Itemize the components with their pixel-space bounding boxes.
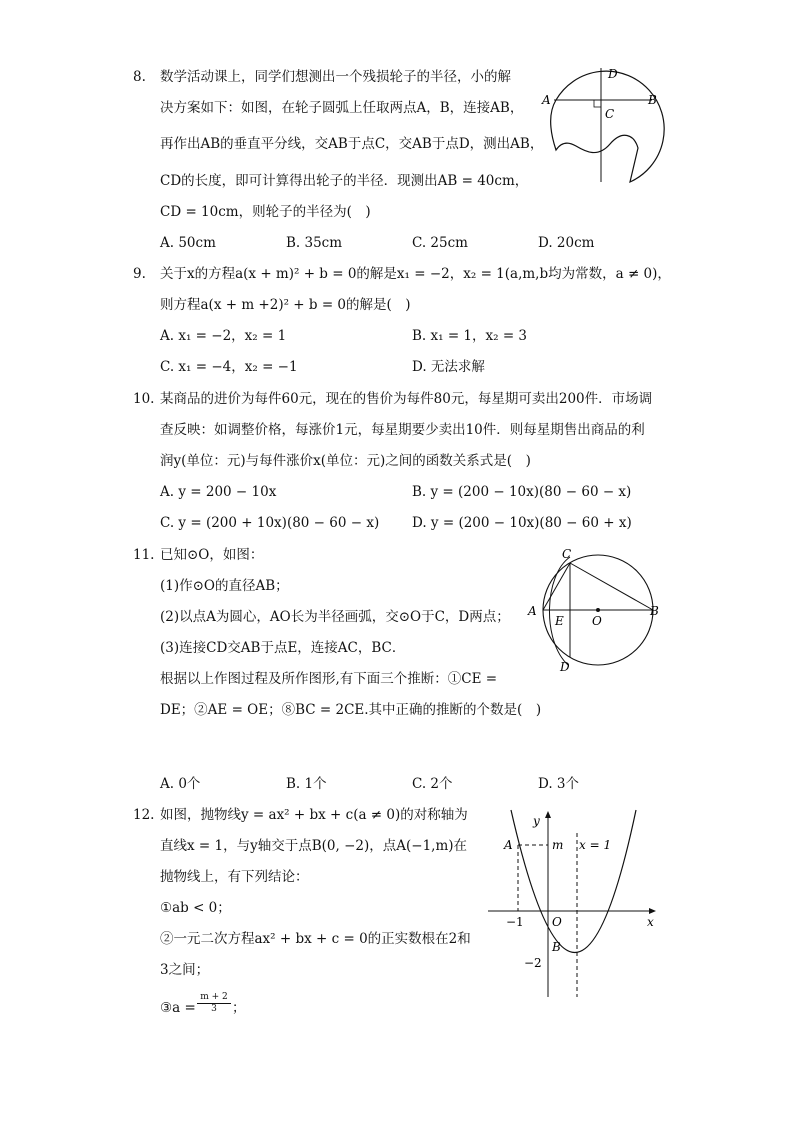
label-a: A xyxy=(504,838,513,852)
question-text: 根据以上作图过程及所作图形,有下面三个推断：①CE = xyxy=(160,671,498,687)
option-a[interactable]: A. x₁ = −2，x₂ = 1 xyxy=(160,328,287,344)
segment-ac xyxy=(543,563,570,610)
option-d[interactable]: D. 20cm xyxy=(538,235,595,251)
question-text: 3之间； xyxy=(160,962,210,978)
parabola-curve xyxy=(511,810,636,953)
question-text: 关于x的方程a(x + m)² + b = 0的解是x₁ = −2，x₂ = 1(a,m,b均为常数，a ≠ 0)， xyxy=(160,266,671,282)
label-b: B xyxy=(552,940,561,954)
option-c[interactable]: C. y = (200 + 10x)(80 − 60 − x) xyxy=(160,515,380,531)
option-b[interactable]: B. x₁ = 1，x₂ = 3 xyxy=(412,328,528,344)
circle-construction-figure xyxy=(522,545,668,677)
label-m: m xyxy=(552,838,564,852)
label-x-axis: x xyxy=(647,915,654,929)
question-text: (3)连接CD交AB于点E，连接AC，BC． xyxy=(160,640,406,656)
question-number: 9. xyxy=(133,266,146,282)
option-d[interactable]: D. 3个 xyxy=(538,776,580,792)
question-text: 直线x = 1，与y轴交于点B(0, −2)，点A(−1,m)在 xyxy=(160,838,468,854)
label-c: C xyxy=(605,107,615,121)
label-origin: O xyxy=(552,915,562,929)
question-text: CD = 10cm，则轮子的半径为( ) xyxy=(160,204,371,220)
question-text: ②一元二次方程ax² + bx + c = 0的正实数根在2和 xyxy=(160,931,471,947)
option-d[interactable]: D. y = (200 − 10x)(80 − 60 + x) xyxy=(412,515,632,531)
question-text: ③a = xyxy=(160,1000,196,1016)
question-text: 查反映：如调整价格，每涨价1元，每星期要少卖出10件．则每星期售出商品的利 xyxy=(160,422,645,438)
option-b[interactable]: B. 1个 xyxy=(286,776,327,792)
option-b[interactable]: B. 35cm xyxy=(286,235,343,251)
question-text: 已知⊙O，如图： xyxy=(160,547,264,563)
question-text: ①ab < 0； xyxy=(160,900,231,916)
question-text: 则方程a(x + m +2)² + b = 0的解是( ) xyxy=(160,297,411,313)
option-b[interactable]: B. y = (200 − 10x)(80 − 60 − x) xyxy=(412,484,632,500)
segment-bc xyxy=(570,563,653,610)
fraction xyxy=(197,992,231,1015)
question-number: 8. xyxy=(133,69,146,85)
option-a[interactable]: A. 50cm xyxy=(160,235,216,251)
wheel-outline xyxy=(551,71,664,182)
question-text: (2)以点A为圆心，AO长为半径画弧，交⊙O于C，D两点； xyxy=(160,609,510,625)
question-text: 再作出AB的垂直平分线，交AB于点C，交AB于点D，测出AB， xyxy=(160,136,544,152)
label-a: A xyxy=(528,604,537,618)
question-text: DE；②AE = OE；⑧BC = 2CE.其中正确的推断的个数是( ) xyxy=(160,702,542,718)
label-y-axis: y xyxy=(533,814,540,828)
y-axis-arrow xyxy=(545,811,551,818)
option-d[interactable]: D. 无法求解 xyxy=(412,359,485,375)
question-number: 11. xyxy=(133,547,155,563)
fraction-numerator: m + 2 xyxy=(197,992,231,1004)
right-angle-mark xyxy=(594,100,601,107)
option-c[interactable]: C. 2个 xyxy=(412,776,453,792)
x-axis-arrow xyxy=(649,908,656,914)
question-number: 12. xyxy=(133,807,155,823)
question-text: 润y(单位：元)与每件涨价x(单位：元)之间的函数关系式是( ) xyxy=(160,453,531,469)
label-b: B xyxy=(650,604,659,618)
question-text: 数学活动课上，同学们想测出一个残损轮子的半径，小的解 xyxy=(160,69,511,85)
option-a[interactable]: A. 0个 xyxy=(160,776,201,792)
label-minus-one: −1 xyxy=(506,915,524,929)
question-number: 10. xyxy=(133,391,155,407)
fraction-denominator: 3 xyxy=(211,1004,217,1014)
label-b: B xyxy=(648,93,657,107)
question-text: 抛物线上，有下列结论： xyxy=(160,869,309,885)
label-d: D xyxy=(560,660,570,674)
option-c[interactable]: C. x₁ = −4，x₂ = −1 xyxy=(160,359,298,375)
question-text: 如图，抛物线y = ax² + bx + c(a ≠ 0)的对称轴为 xyxy=(160,807,468,823)
question-text: 决方案如下：如图，在轮子圆弧上任取两点A，B，连接AB， xyxy=(160,100,524,116)
label-e: E xyxy=(555,614,564,628)
label-minus-two: −2 xyxy=(524,956,542,970)
broken-wheel-figure xyxy=(536,62,666,192)
parabola-figure xyxy=(486,805,662,1003)
label-o: O xyxy=(592,614,602,628)
option-a[interactable]: A. y = 200 − 10x xyxy=(160,484,277,500)
fraction-tail: ； xyxy=(232,1000,246,1016)
question-text: (1)作⊙O的直径AB； xyxy=(160,578,289,594)
label-d: D xyxy=(608,67,618,81)
label-x-equals-1: x = 1 xyxy=(579,838,612,852)
label-c: C xyxy=(562,547,572,561)
question-text: CD的长度，即可计算得出轮子的半径．现测出AB = 40cm， xyxy=(160,173,529,189)
question-text: 某商品的进价为每件60元，现在的售价为每件80元，每星期可卖出200件．市场调 xyxy=(160,391,653,407)
center-point xyxy=(596,608,600,612)
label-a: A xyxy=(542,93,551,107)
option-c[interactable]: C. 25cm xyxy=(412,235,468,251)
